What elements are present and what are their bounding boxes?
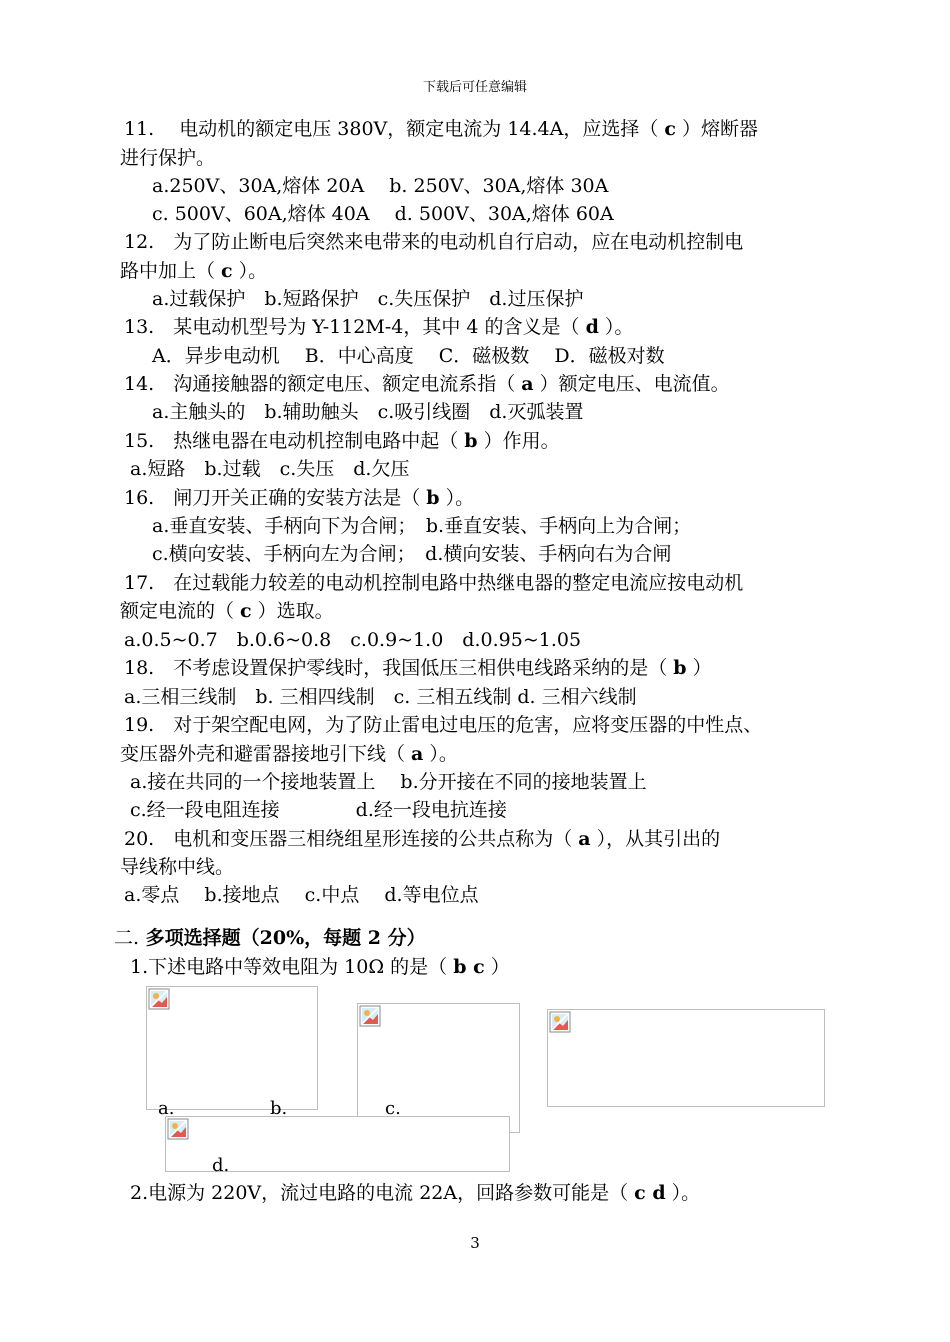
answer: b <box>426 487 440 509</box>
question-13-line-1 <box>124 315 633 339</box>
page-header: 下载后可任意编辑 <box>422 80 527 95</box>
question-text: ）。 <box>423 743 458 765</box>
question-text: ） <box>484 956 510 978</box>
question-11-line-2: 进行保护。 <box>120 147 216 169</box>
answer: d <box>585 316 599 338</box>
answer: c <box>221 260 233 282</box>
question-text: ）选取。 <box>251 600 334 622</box>
question-text: ）。 <box>439 487 475 509</box>
question-12-line-2 <box>120 259 267 283</box>
question-text: 16. 闸刀开关正确的安装方法是（ <box>124 487 427 509</box>
question-19-line-2 <box>120 742 458 766</box>
answer: b <box>673 657 687 679</box>
question-text: 1.下述电路中等效电阻为 10Ω 的是（ <box>130 956 454 978</box>
answer: b <box>464 430 478 452</box>
image-label-d: d. <box>212 1155 230 1176</box>
circuit-image-b <box>357 1003 520 1133</box>
answer: a <box>578 828 591 850</box>
question-text: ）。 <box>665 1182 701 1204</box>
question-text: 变压器外壳和避雷器接地引下线（ <box>120 743 412 765</box>
question-text: 额定电流的（ <box>120 600 241 622</box>
question-text: 14. 沟通接触器的额定电压、额定电流系指（ <box>124 373 522 395</box>
section-number: 二. <box>114 927 140 949</box>
question-text: ）额定电压、电流值。 <box>533 373 730 395</box>
question-text: ）作用。 <box>477 430 560 452</box>
broken-image-icon <box>148 988 170 1010</box>
question-18-line-1 <box>124 656 712 680</box>
question-12-options: a.过载保护 b.短路保护 c.失压保护 d.过压保护 <box>152 288 584 310</box>
circuit-image-a <box>146 986 318 1110</box>
broken-image-icon <box>549 1011 571 1033</box>
question-20-options: a.零点 b.接地点 c.中点 d.等电位点 <box>124 884 479 906</box>
question-text: 11. 电动机的额定电压 380V，额定电流为 14.4A，应选择（ <box>124 118 665 140</box>
answer: b c <box>453 956 485 978</box>
broken-image-icon <box>359 1005 381 1027</box>
question-16-options-2: c.横向安装、手柄向左为合闸； d.横向安装、手柄向右为合闸 <box>152 543 672 565</box>
question-17-line-1: 17. 在过载能力较差的电动机控制电路中热继电器的整定电流应按电动机 <box>124 572 744 594</box>
question-20-line-1 <box>124 827 720 851</box>
question-20-line-2: 导线称中线。 <box>120 856 235 878</box>
question-text: ） <box>686 657 712 679</box>
answer: c d <box>634 1182 666 1204</box>
image-label-a: a. <box>158 1098 175 1119</box>
question-18-options: a.三相三线制 b. 三相四线制 c. 三相五线制 d. 三相六线制 <box>124 686 637 708</box>
question-17-options: a.0.5~0.7 b.0.6~0.8 c.0.9~1.0 d.0.95~1.05 <box>124 629 582 651</box>
answer: a <box>411 743 424 765</box>
question-17-line-2 <box>120 599 334 623</box>
question-text: 18. 不考虑设置保护零线时，我国低压三相供电线路采纳的是（ <box>124 657 674 679</box>
question-19-options-2: c.经一段电阻连接 d.经一段电抗连接 <box>130 799 507 821</box>
question-12-line-1: 12. 为了防止断电后突然来电带来的电动机自行启动，应在电动机控制电 <box>124 231 744 253</box>
question-text: ）。 <box>232 260 268 282</box>
question-text: 20. 电机和变压器三相绕组星形连接的公共点称为（ <box>124 828 579 850</box>
image-label-c: c. <box>385 1098 401 1119</box>
page-number: 3 <box>470 1234 480 1252</box>
question-13-options: A．异步电动机 B．中心高度 C．磁极数 D．磁极对数 <box>152 345 665 367</box>
broken-image-icon <box>167 1118 189 1140</box>
question-text: 路中加上（ <box>120 260 222 282</box>
question-text: 2.电源为 220V，流过电路的电流 22A，回路参数可能是（ <box>130 1182 635 1204</box>
question-15-line-1 <box>124 429 560 453</box>
question-16-options-1: a.垂直安装、手柄向下为合闸； b.垂直安装、手柄向上为合闸； <box>152 515 692 537</box>
multi-question-1-line-1 <box>130 955 510 979</box>
circuit-image-c <box>547 1009 825 1107</box>
question-11-line-1 <box>124 117 758 141</box>
question-19-options-1: a.接在共同的一个接地装置上 b.分开接在不同的接地装置上 <box>130 771 647 793</box>
answer: a <box>521 373 534 395</box>
section-title: 多项选择题（20%，每题 2 分） <box>139 927 426 949</box>
question-14-options: a.主触头的 b.辅助触头 c.吸引线圈 d.灭弧装置 <box>152 401 584 423</box>
question-text: ）。 <box>598 316 634 338</box>
question-text: 13. 某电动机型号为 Y-112M-4，其中 4 的含义是（ <box>124 316 586 338</box>
question-text: ）熔断器 <box>675 118 759 140</box>
question-19-line-1: 19. 对于架空配电网，为了防止雷电过电压的危害，应将变压器的中性点、 <box>124 714 763 736</box>
question-11-options-1: a.250V、30A,熔体 20A b. 250V、30A,熔体 30A <box>152 175 609 197</box>
answer: c <box>240 600 252 622</box>
question-11-options-2: c. 500V、60A,熔体 40A d. 500V、30A,熔体 60A <box>152 203 614 225</box>
question-text: 15. 热继电器在电动机控制电路中起（ <box>124 430 465 452</box>
image-label-b: b. <box>270 1098 288 1119</box>
multi-question-2-line-1 <box>130 1181 700 1205</box>
question-15-options: a.短路 b.过载 c.失压 d.欠压 <box>130 458 410 480</box>
question-14-line-1 <box>124 372 730 396</box>
answer: c <box>664 118 676 140</box>
section-heading <box>114 926 426 950</box>
question-16-line-1 <box>124 486 474 510</box>
question-text: ），从其引出的 <box>590 828 721 850</box>
